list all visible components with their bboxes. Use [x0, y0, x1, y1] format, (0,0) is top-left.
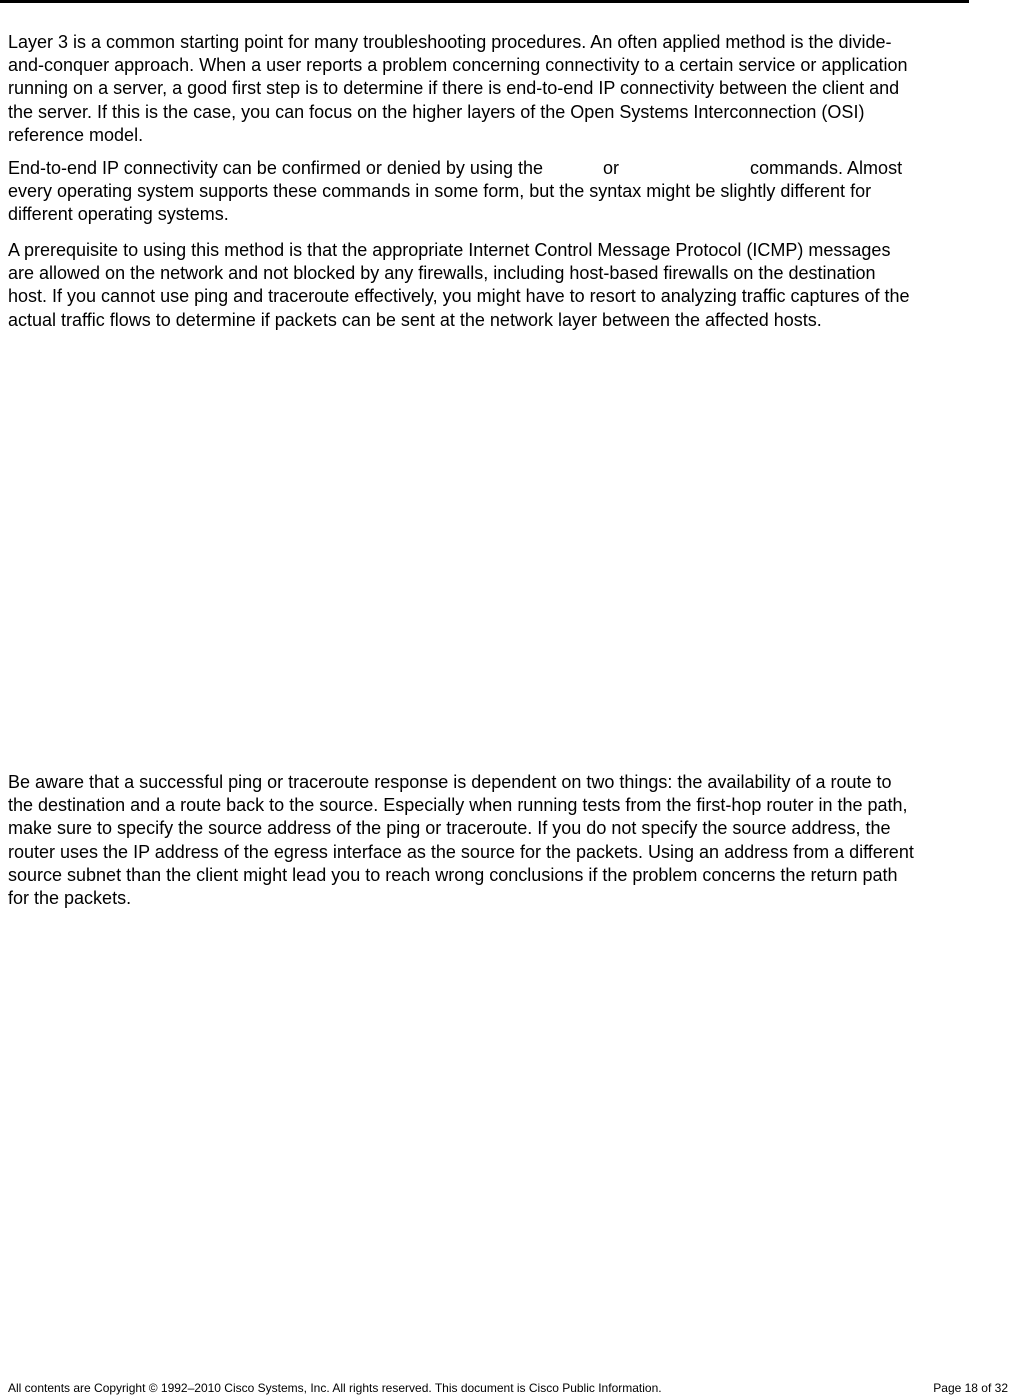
text-line: Layer 3 is a common starting point for many troubleshooting procedures. An often applied method is the divide-	[8, 32, 892, 52]
paragraph-icmp-prerequisite	[8, 239, 1015, 332]
paragraph-source-address	[8, 771, 1015, 910]
top-rule	[0, 0, 969, 3]
text-line: the destination and a route back to the source. Especially when running tests from the first-hop router in the path,	[8, 795, 908, 816]
paragraph-layer3-intro	[8, 31, 1015, 147]
text-line: router uses the IP address of the egress interface as the source for the packets. Using an address from a different	[8, 841, 914, 862]
text-line: different operating systems.	[8, 204, 229, 225]
text-line: actual traffic flows to determine if packets can be sent at the network layer between the affected hosts.	[8, 309, 822, 330]
text-line: A prerequisite to using this method is that the appropriate Internet Control Message Protocol (ICMP) messages	[8, 240, 891, 260]
text-line: make sure to specify the source address of the ping or traceroute. If you do not specify the source address, the	[8, 818, 891, 839]
text-line: every operating system supports these commands in some form, but the syntax might be slightly different for	[8, 181, 872, 202]
text-line: host. If you cannot use ping and traceroute effectively, you might have to resort to analyzing traffic captures of the	[8, 286, 910, 307]
paragraph-end-to-end-connectivity	[8, 157, 1015, 227]
text-line	[8, 157, 1015, 180]
footer-copyright: All contents are Copyright © 1992–2010 Cisco Systems, Inc. All rights reserved. This document is Cisco Public Information.	[8, 1381, 662, 1395]
text-line: source subnet than the client might lead you to reach wrong conclusions if the problem concerns the return path	[8, 864, 898, 885]
text-line: the server. If this is the case, you can focus on the higher layers of the Open Systems Interconnection (OSI)	[8, 101, 865, 122]
text-fragment: End-to-end IP connectivity can be confirmed or denied by using the	[8, 158, 543, 178]
text-line: and-conquer approach. When a user reports a problem concerning connectivity to a certain service or application	[8, 55, 908, 76]
page-footer	[8, 1381, 1008, 1395]
text-line: for the packets.	[8, 888, 132, 909]
text-line: reference model.	[8, 124, 144, 145]
text-fragment: or	[603, 158, 620, 178]
text-line: Be aware that a successful ping or traceroute response is dependent on two things: the availability of a route to	[8, 772, 892, 792]
text-fragment: commands. Almost	[750, 158, 903, 178]
text-line: running on a server, a good first step is to determine if there is end-to-end IP connectivity between the client and	[8, 78, 900, 99]
text-line: are allowed on the network and not blocked by any firewalls, including host-based firewalls on the destination	[8, 263, 876, 284]
footer-page-number: Page 18 of 32	[933, 1381, 1008, 1395]
